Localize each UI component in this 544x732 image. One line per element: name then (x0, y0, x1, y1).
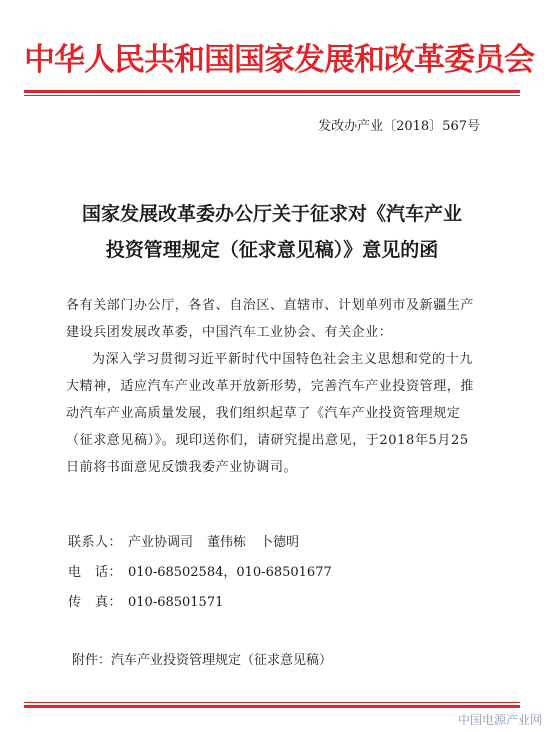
fax-label: 传 真： (68, 595, 123, 610)
attachment-label: 附件： (72, 653, 112, 668)
attachment-line (72, 652, 332, 670)
footer-rule-thin (24, 702, 520, 703)
fax-line (68, 594, 223, 612)
salutation: 各有关部门办公厅，各省、自治区、直辖市、计划单列市及新疆生产建设兵团发展改革委，中国汽车工业协会、有关企业： (66, 298, 475, 340)
phone-label: 电 话： (68, 565, 123, 580)
organization-header: 中华人民共和国国家发展和改革委员会 (24, 42, 534, 78)
contact-department: 产业协调司 (128, 535, 194, 550)
footer-rule-thick (24, 705, 520, 708)
attachment-text: 汽车产业投资管理规定（征求意见稿） (111, 653, 333, 668)
fax-value: 010-68501571 (128, 595, 224, 610)
title-line-1: 国家发展改革委办公厅关于征求对《汽车产业 (81, 203, 462, 225)
document-title (40, 196, 504, 268)
title-line-2: 投资管理规定（征求意见稿）》意见的函 (105, 239, 439, 261)
document-number: 发改办产业〔2018〕567号 (318, 119, 480, 134)
contact-label: 联系人： (68, 535, 123, 550)
phone-value: 010-68502584，010-68501677 (128, 565, 332, 580)
site-watermark: 中国电源产业网 (457, 713, 542, 727)
phone-line (68, 564, 332, 582)
body-paragraph: 为深入学习贯彻习近平新时代中国特色社会主义思想和党的十九大精神，适应汽车产业改革开放新形势，完善汽车产业投资管理，推动汽车产业高质量发展，我们组织起草了《汽车产业投资管理规定（征求意见稿）》。现印送你们，请研究提出意见，于2018年5月25日前将书面意见反馈我委产业协调司。 (66, 352, 475, 475)
header-rule-thick (24, 90, 520, 93)
contact-person-1: 董伟栋 (207, 535, 247, 550)
contact-person-line (68, 534, 299, 552)
header-rule-thin (24, 95, 520, 96)
contact-person-2: 卜德明 (260, 535, 300, 550)
